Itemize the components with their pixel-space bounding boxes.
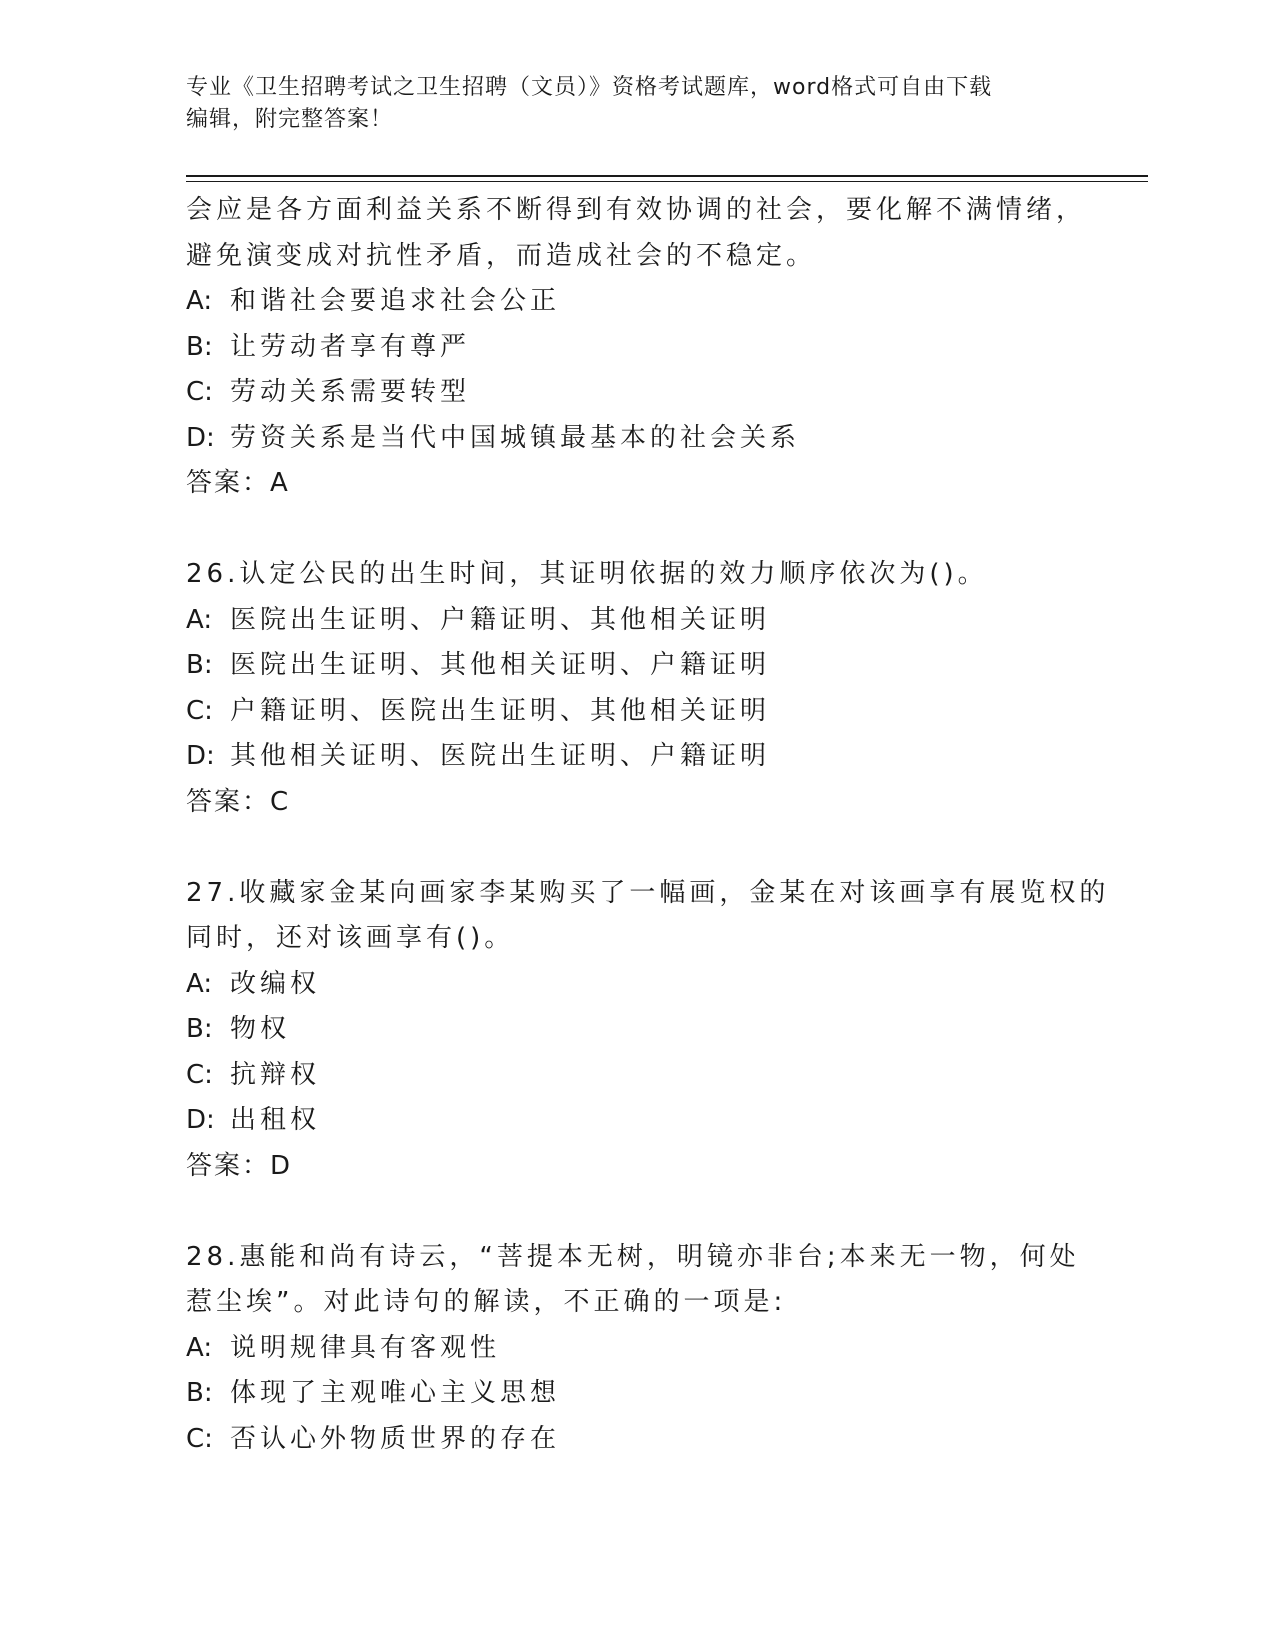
option-text: 医院出生证明、其他相关证明、户籍证明 — [230, 650, 771, 680]
question-stem-line: 27.收藏家金某向画家李某购买了一幅画，金某在对该画享有展览权的 — [186, 877, 1110, 908]
question-stem-line: 同时，还对该画享有()。 — [186, 923, 515, 953]
header-divider-thick — [186, 175, 1148, 177]
option-text: 其他相关证明、医院出生证明、户籍证明 — [230, 741, 771, 771]
option-letter: D: — [186, 741, 215, 771]
question-stem-line: 26.认定公民的出生时间，其证明依据的效力顺序依次为()。 — [186, 559, 988, 589]
header-line-2: 编辑，附完整答案！ — [186, 107, 394, 132]
option-d — [186, 734, 1086, 780]
option-letter: D: — [186, 1105, 215, 1135]
spacer — [186, 825, 1086, 871]
option-letter: C: — [186, 695, 213, 726]
document-header — [186, 72, 1086, 136]
question-block — [186, 188, 1086, 507]
option-b — [186, 643, 1086, 689]
answer-line: 答案：C — [186, 786, 291, 817]
option-letter: B: — [186, 331, 213, 362]
question-block — [186, 1235, 1086, 1463]
option-text: 改编权 — [230, 968, 321, 999]
option-a — [186, 1326, 1086, 1372]
option-a — [186, 962, 1086, 1008]
option-text: 抗辩权 — [230, 1059, 321, 1090]
option-letter: A: — [186, 604, 213, 635]
answer-line: 答案：D — [186, 1150, 293, 1181]
option-c — [186, 1417, 1086, 1463]
header-divider-thin — [186, 181, 1148, 182]
option-text: 户籍证明、医院出生证明、其他相关证明 — [230, 695, 771, 726]
option-letter: C: — [186, 1423, 213, 1454]
option-c — [186, 1053, 1086, 1099]
option-text: 劳资关系是当代中国城镇最基本的社会关系 — [230, 422, 801, 453]
option-b — [186, 1007, 1086, 1053]
option-text: 体现了主观唯心主义思想 — [230, 1378, 561, 1408]
option-letter: D: — [186, 422, 215, 453]
option-letter: B: — [186, 650, 213, 680]
option-b — [186, 325, 1086, 371]
option-text: 物权 — [230, 1014, 291, 1044]
option-text: 让劳动者享有尊严 — [230, 331, 471, 362]
option-letter: A: — [186, 1332, 213, 1363]
option-letter: A: — [186, 286, 213, 316]
option-d — [186, 1098, 1086, 1144]
option-letter: C: — [186, 1059, 213, 1090]
option-letter: B: — [186, 1014, 213, 1044]
option-text: 和谐社会要追求社会公正 — [230, 286, 561, 316]
option-text: 否认心外物质世界的存在 — [230, 1423, 561, 1454]
option-letter: B: — [186, 1378, 213, 1408]
answer-line: 答案：A — [186, 468, 290, 498]
option-d — [186, 416, 1086, 462]
question-stem-line: 惹尘埃”。对此诗句的解读，不正确的一项是: — [186, 1287, 787, 1317]
question-block — [186, 552, 1086, 825]
question-stem-line: 会应是各方面利益关系不断得到有效协调的社会，要化解不满情绪， — [186, 195, 1087, 225]
option-text: 出租权 — [230, 1105, 321, 1135]
question-stem-line: 避免演变成对抗性矛盾，而造成社会的不稳定。 — [186, 240, 817, 271]
option-a — [186, 598, 1086, 644]
header-line-1: 专业《卫生招聘考试之卫生招聘（文员）》资格考试题库，word格式可自由下载 — [186, 75, 993, 100]
spacer — [186, 507, 1086, 553]
question-stem-line: 28.惠能和尚有诗云，“菩提本无树，明镜亦非台;本来无一物，何处 — [186, 1241, 1080, 1272]
question-list — [186, 188, 1110, 1462]
option-text: 医院出生证明、户籍证明、其他相关证明 — [230, 604, 771, 635]
option-letter: C: — [186, 377, 213, 407]
option-a — [186, 279, 1086, 325]
option-text: 劳动关系需要转型 — [230, 377, 471, 407]
spacer — [186, 1189, 1086, 1235]
option-b — [186, 1371, 1086, 1417]
question-block — [186, 871, 1110, 1190]
option-c — [186, 370, 1086, 416]
option-c — [186, 689, 1086, 735]
option-text: 说明规律具有客观性 — [230, 1332, 501, 1363]
option-letter: A: — [186, 968, 213, 999]
